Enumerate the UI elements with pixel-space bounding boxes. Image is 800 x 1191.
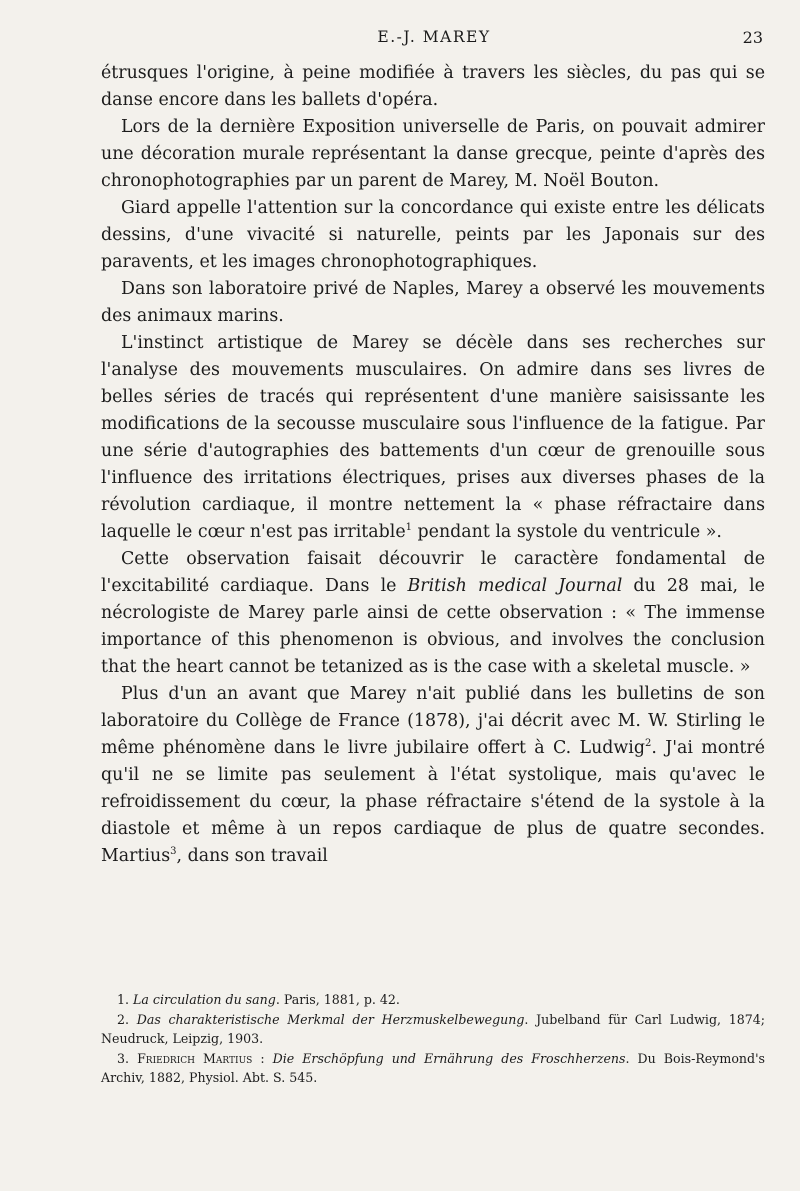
- footnotes: [101, 990, 765, 1088]
- footnote-ref-2: 2: [645, 738, 652, 750]
- footnote-3-title: Die Erschöpfung und Ernährung des Froschherzens: [272, 1050, 626, 1066]
- paragraph-naples: Dans son laboratoire privé de Naples, Marey a observé les mouvements des animaux marins.: [101, 279, 765, 326]
- paragraph-continued: étrusques l'origine, à peine modifiée à travers les siècles, du pas qui se danse encore dans les ballets d'opéra.: [101, 63, 765, 110]
- paragraph-observation: [101, 546, 765, 681]
- footnote-ref-1: 1: [405, 522, 412, 534]
- footnote-3-separator: :: [252, 1050, 273, 1066]
- paragraph-instinct: [101, 330, 765, 546]
- footnote-1: [101, 990, 765, 1010]
- journal-title: British medical Journal: [407, 576, 623, 596]
- paragraph-stirling-end: , dans son travail: [176, 846, 328, 866]
- paragraph-instinct-text: L'instinct artistique de Marey se décèle dans ses recherches sur l'analyse des mouvements musculaires. On admire dans ses livres de belles séries de tracés qui représentent d'une manière saisissante les modifications de la secousse musculaire sous l'influence de la fatigue. Par une série d'autographies des battements d'un cœur de grenouille sous l'influence des irritations électriques, prises aux diverses phases de la révolution cardiaque, il montre nettement la « phase réfractaire dans laquelle le cœur n'est pas irritable: [101, 333, 765, 542]
- footnote-1-title: La circulation du sang: [133, 992, 276, 1007]
- footnote-ref-3: 3: [170, 846, 177, 858]
- footnote-3-number: 3.: [117, 1050, 130, 1066]
- paragraph-observation-text: Cette observation faisait découvrir le caractère fondamental de l'excitabilité cardiaque. Dans le: [101, 549, 765, 596]
- paragraph-giard: Giard appelle l'attention sur la concordance qui existe entre les délicats dessins, d'une vivacité si naturelle, peints par les Japonais sur des paravents, et les images chronophotographiques.: [101, 198, 765, 272]
- footnote-2-details: . Jubelband für Carl Ludwig, 1874; Neudruck, Leipzig, 1903.: [101, 1011, 766, 1046]
- paragraph-stirling-middle: . J'ai montré qu'il ne se limite pas seulement à l'état systolique, mais qu'avec le refroidissement du cœur, la phase réfractaire s'étend de la systole à la diastole et même à un repos cardiaque de plus de quatre secondes. Martius: [101, 738, 766, 866]
- running-head: E.-J. MAREY: [377, 28, 491, 46]
- footnote-2: [101, 1010, 765, 1049]
- page-number: 23: [742, 28, 763, 47]
- footnote-2-number: 2.: [117, 1011, 130, 1027]
- body-text: [101, 60, 765, 870]
- footnote-3-author: Friedrich Martius: [137, 1050, 253, 1066]
- paragraph-exposition: Lors de la dernière Exposition universelle de Paris, on pouvait admirer une décoration murale représentant la danse grecque, peinte d'après des chronophotographies par un parent de Marey, M. Noël Bouton.: [101, 117, 765, 191]
- footnote-1-details: . Paris, 1881, p. 42.: [275, 992, 400, 1007]
- footnote-3-details: . Du Bois-Reymond's Archiv, 1882, Physiol. Abt. S. 545.: [101, 1050, 765, 1085]
- footnote-2-title: Das charakteristische Merkmal der Herzmuskelbewegung: [136, 1011, 525, 1027]
- footnote-1-number: 1.: [117, 992, 130, 1007]
- page-header: [103, 28, 765, 52]
- paragraph-stirling-text: Plus d'un an avant que Marey n'ait publié dans les bulletins de son laboratoire du Collège de France (1878), j'ai décrit avec M. W. Stirling le même phénomène dans le livre jubilaire offert à C. Ludwig: [101, 684, 765, 758]
- paragraph-instinct-end: pendant la systole du ventricule ».: [412, 522, 722, 542]
- paragraph-stirling: [101, 681, 765, 870]
- paragraph-observation-end: du 28 mai, le nécrologiste de Marey parle ainsi de cette observation : « The immense importance of this phenomenon is obvious, and involves the conclusion that the heart cannot be tetanized as is the case with a skeletal muscle. »: [101, 576, 765, 677]
- footnote-3: [101, 1049, 765, 1088]
